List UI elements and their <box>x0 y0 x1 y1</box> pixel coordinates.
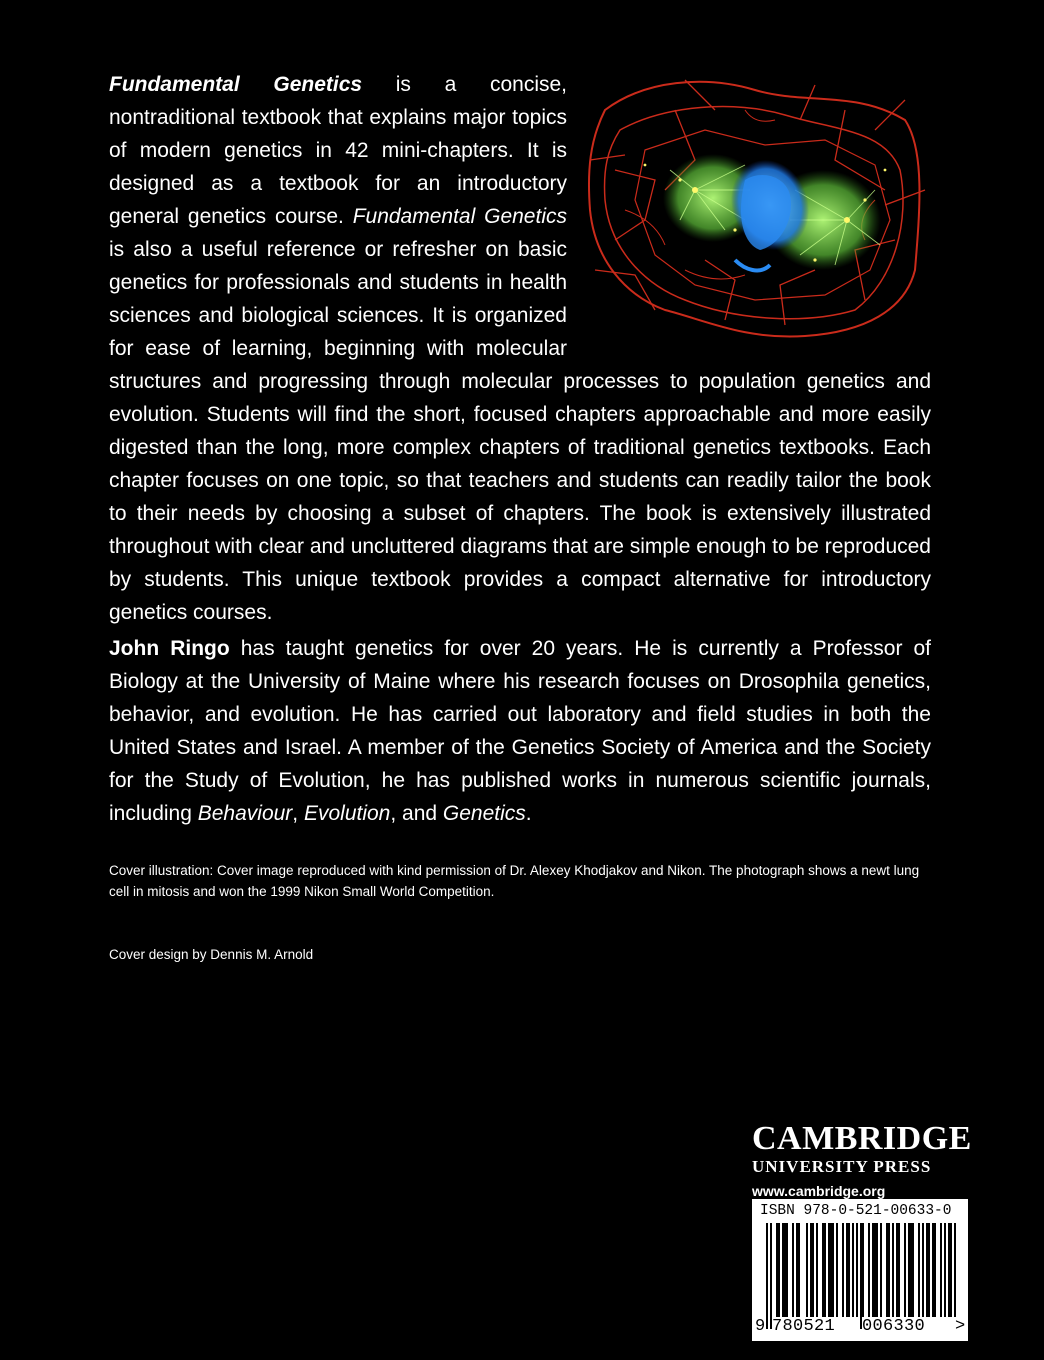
barcode-bar <box>910 1223 912 1317</box>
publisher-subname: UNIVERSITY PRESS <box>752 1157 932 1176</box>
barcode-bar <box>950 1223 952 1317</box>
book-description <box>109 68 931 629</box>
journal-separator-1: , <box>292 802 304 825</box>
barcode-bar <box>806 1223 808 1317</box>
barcode-bar <box>812 1223 814 1317</box>
barcode-bar <box>816 1223 818 1317</box>
barcode-bar <box>798 1223 800 1317</box>
barcode-arrow: > <box>955 1317 966 1336</box>
barcode-bar <box>810 1223 812 1317</box>
journal-evolution: Evolution <box>303 802 391 825</box>
barcode-bar <box>856 1223 858 1317</box>
barcode-bar <box>786 1223 788 1317</box>
barcode-bar <box>846 1223 848 1317</box>
barcode-bar <box>784 1223 786 1317</box>
barcode-bar <box>928 1223 930 1317</box>
barcode-bar <box>778 1223 780 1317</box>
barcode-bar <box>886 1223 888 1317</box>
description-rest: is also a useful reference or refresher on basic genetics for professionals and students in health sciences and biological sciences. It is organized for ease of learning, beginning with molecular structures and progressing through molecular processes to population genetics and evolution. Students will find the short, focused chapters approachable and more easily digested than the long, more complex chapters of traditional genetics textbooks. Each chapter focuses on one topic, so that teachers and students can readily tailor the book to their needs by choosing a subset of chapters. The book is extensively illustrated throughout with clear and uncluttered diagrams that are simple enough to be reproduced by students. This unique textbook provides a compact alternative for introductory genetics courses. <box>109 238 931 624</box>
barcode-bar <box>848 1223 850 1317</box>
barcode-bar <box>922 1223 924 1317</box>
barcode-bar <box>874 1223 876 1317</box>
barcode-bar <box>880 1223 882 1317</box>
barcode-bar <box>868 1223 870 1317</box>
barcode-bar <box>830 1223 832 1317</box>
barcode-bar <box>824 1223 826 1317</box>
barcode-bar <box>934 1223 936 1317</box>
barcode-bar <box>822 1223 824 1317</box>
publisher-logo <box>752 1120 972 1199</box>
author-name: John Ringo <box>109 637 230 660</box>
barcode-bar <box>796 1223 798 1317</box>
barcode-bar <box>898 1223 900 1317</box>
barcode-bar <box>832 1223 834 1317</box>
barcode-digits-left: 780521 <box>772 1317 836 1336</box>
barcode-bar <box>912 1223 914 1317</box>
publisher-url: www.cambridge.org <box>752 1183 886 1199</box>
barcode-bar <box>862 1223 864 1317</box>
barcode-bar <box>944 1223 946 1317</box>
author-bio-body: has taught genetics for over 20 years. He is currently a Professor of Biology at the University of Maine where his research focuses on Drosophila genetics, behavior, and evolution. He has carried out laboratory and field studies in both the United States and Israel. A member of the Genetics Society of America and the Society for the Study of Evolution, he has published works in numerous scientific journals, including <box>109 637 932 825</box>
book-title-emphasis-2: Fundamental Genetics <box>352 205 567 228</box>
barcode-bar <box>792 1223 794 1317</box>
barcode-bar <box>876 1223 878 1317</box>
barcode-bar <box>852 1223 854 1317</box>
barcode-digit-first: 9 <box>755 1317 766 1336</box>
barcode-bar <box>954 1223 956 1317</box>
barcode-bar <box>926 1223 928 1317</box>
barcode-bar <box>782 1223 784 1317</box>
barcode-bar <box>908 1223 910 1317</box>
mitosis-illustration <box>585 70 931 342</box>
author-bio-text <box>109 632 931 830</box>
cover-illustration-credit: Cover illustration: Cover image reproduced with kind permission of Dr. Alexey Khodjakov and Nikon. The photograph shows a newt lung cell in mitosis and won the 1999 Nikon Small World Competition. <box>109 863 920 899</box>
barcode-bar <box>872 1223 874 1317</box>
description-sentence-1: is a concise, nontraditional textbook that explains major topics of modern genetics in 42 mini-chapters. It is designed as a textbook for an introductory general genetics course. <box>109 73 568 228</box>
author-bio-end: . <box>525 802 532 825</box>
barcode-bar <box>904 1223 906 1317</box>
cell-mitosis-photo <box>585 70 931 342</box>
barcode-bar <box>888 1223 890 1317</box>
barcode-bar <box>940 1223 942 1317</box>
journal-separator-2: , and <box>390 802 443 825</box>
barcode-bar <box>896 1223 898 1317</box>
isbn-barcode <box>752 1199 968 1341</box>
barcode-bar <box>860 1223 862 1329</box>
barcode-bar <box>766 1223 768 1329</box>
book-title-emphasis: Fundamental Genetics <box>109 73 363 96</box>
barcode-bar <box>828 1223 830 1317</box>
barcode-digits-right: 006330 <box>862 1317 926 1336</box>
barcode-bar <box>770 1223 772 1329</box>
journal-genetics: Genetics <box>442 802 526 825</box>
barcode-bar <box>836 1223 838 1317</box>
isbn-label: ISBN 978-0-521-00633-0 <box>760 1203 952 1219</box>
publisher-name: CAMBRIDGE <box>752 1120 972 1157</box>
journal-behaviour: Behaviour <box>197 802 293 825</box>
barcode-bar <box>948 1223 950 1317</box>
barcode-bar <box>892 1223 894 1317</box>
barcode-bar <box>842 1223 844 1317</box>
author-bio <box>109 632 931 830</box>
barcode-bar <box>776 1223 778 1317</box>
barcode-bar <box>932 1223 934 1317</box>
cover-design-credit: Cover design by Dennis M. Arnold <box>109 947 314 962</box>
barcode-bar <box>918 1223 920 1317</box>
